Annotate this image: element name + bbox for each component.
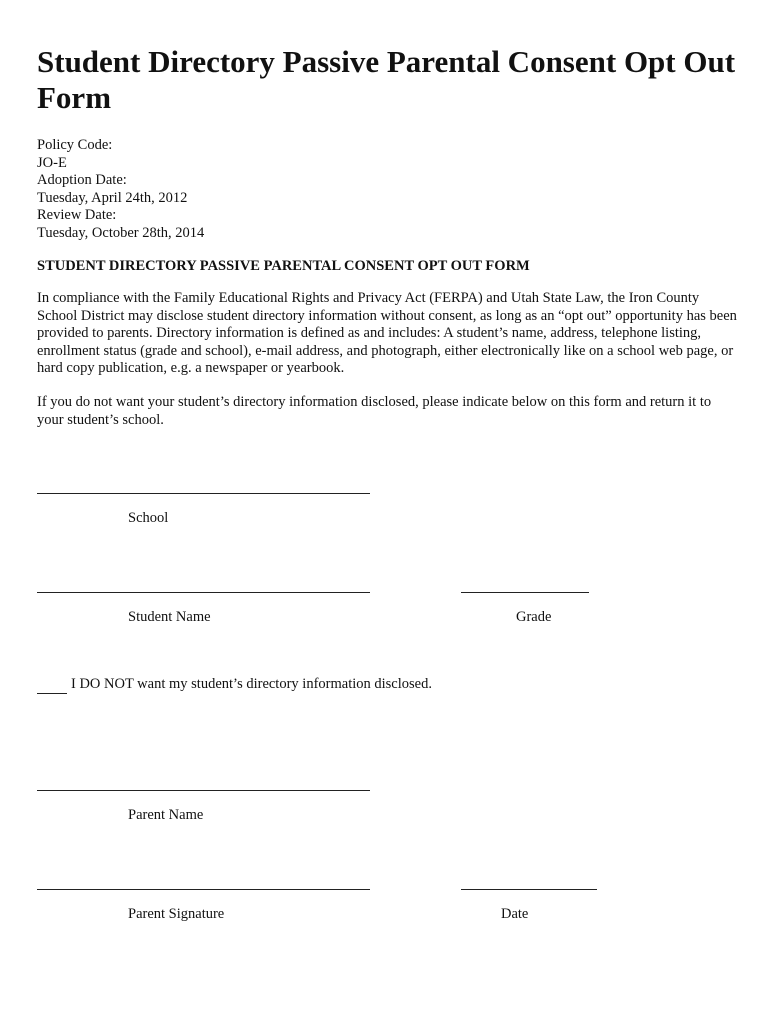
review-date-value: Tuesday, October 28th, 2014 — [37, 224, 205, 241]
policy-code-value: JO-E — [37, 154, 67, 171]
policy-meta — [37, 137, 204, 242]
instruction-paragraph: If you do not want your student’s directory information disclosed, please indicate below on this form and return it to your student’s school. — [37, 394, 712, 428]
form-heading: STUDENT DIRECTORY PASSIVE PARENTAL CONSENT OPT OUT FORM — [37, 258, 530, 274]
date-field-line[interactable] — [461, 889, 597, 890]
parent-name-label: Parent Name — [128, 807, 204, 823]
student-name-field-line[interactable] — [37, 592, 370, 593]
parent-name-field-line[interactable] — [37, 790, 370, 791]
parent-signature-field-line[interactable] — [37, 889, 370, 890]
student-name-label: Student Name — [128, 609, 211, 625]
adoption-date-value: Tuesday, April 24th, 2012 — [37, 189, 188, 206]
date-label: Date — [501, 906, 529, 922]
opt-out-text: I DO NOT want my student’s directory information disclosed. — [71, 676, 432, 692]
document-title: Student Directory Passive Parental Consent Opt Out Form — [37, 44, 736, 115]
opt-out-option — [37, 676, 432, 694]
grade-field-line[interactable] — [461, 592, 589, 593]
ferpa-paragraph: In compliance with the Family Educational Rights and Privacy Act (FERPA) and Utah State Law, the Iron County School District may disclose student directory information without consent, as long as an “opt out” opportunity has been provided to parents. Directory information is defined as and includes: A student’s name, address, telephone listing, enrollment status (grade and school), e-mail address, and photograph, either electronically like on a school web page, or hard copy publication, e.g. a newspaper or yearbook. — [37, 290, 737, 376]
school-label: School — [128, 510, 169, 526]
school-field-line[interactable] — [37, 493, 370, 494]
grade-label: Grade — [516, 609, 552, 625]
opt-out-checkbox-blank[interactable] — [37, 676, 67, 694]
parent-signature-label: Parent Signature — [128, 906, 225, 922]
policy-code-label: Policy Code: — [37, 137, 113, 153]
review-date-label: Review Date: — [37, 207, 117, 223]
adoption-date-label: Adoption Date: — [37, 172, 127, 188]
